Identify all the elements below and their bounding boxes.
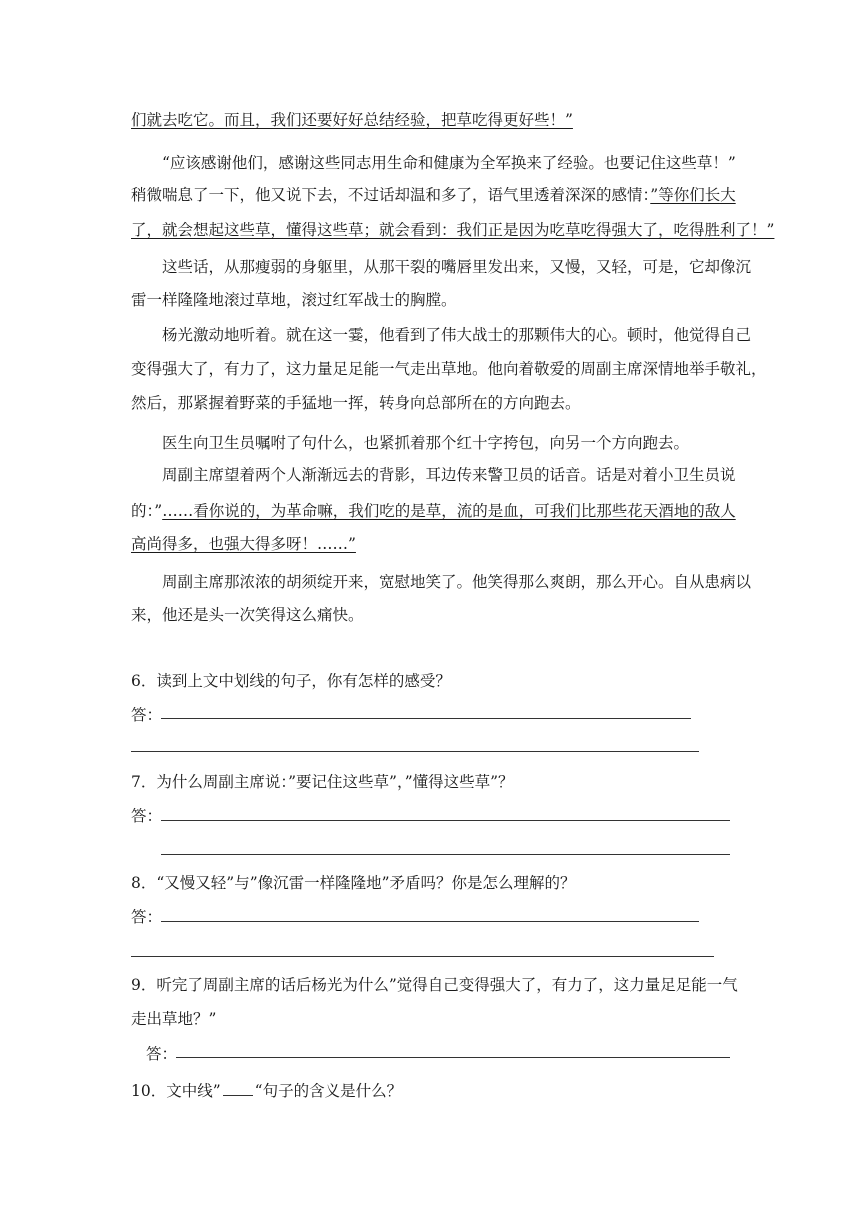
passage-line: 雷一样隆隆地滚过草地，滚过红军战士的胸膛。 (131, 291, 457, 309)
blank-line (223, 1081, 253, 1096)
answer-label: 答： (146, 1045, 178, 1063)
answer-line[interactable] (131, 751, 699, 752)
passage-line: 来，他还是头一次笑得这么痛快。 (131, 606, 364, 624)
passage-text: 的：” (131, 502, 163, 520)
answer-label: 答： (131, 706, 163, 724)
answer-label: 答： (131, 908, 163, 926)
answer-line[interactable] (176, 1057, 730, 1058)
underlined-text: 高尚得多，也强大得多呀！……” (131, 535, 356, 553)
question-7: 7．为什么周副主席说：”要记住这些草”，”懂得这些草”？ (131, 773, 514, 791)
underlined-text: ”等你们长大 (650, 186, 736, 204)
answer-line[interactable] (161, 921, 699, 922)
question-9-continued: 走出草地？” (131, 1010, 217, 1028)
passage-line: 周副主席那浓浓的胡须绽开来，宽慰地笑了。他笑得那么爽朗，那么开心。自从患病以 (162, 573, 752, 591)
underlined-text: 了，就会想起这些草，懂得这些草；就会看到：我们正是因为吃草吃得强大了，吃得胜利了！” (131, 221, 775, 239)
passage-line: “应该感谢他们，感谢这些同志用生命和健康为全军换来了经验。也要记住这些草！” (162, 154, 736, 172)
passage-line: 周副主席望着两个人渐渐远去的背影，耳边传来警卫员的话音。话是对着小卫生员说 (162, 466, 736, 484)
passage-line: 们就去吃它。而且，我们还要好好总结经验，把草吃得更好些！” (131, 111, 573, 129)
passage-text: 稍微喘息了一下，他又说下去，不过话却温和多了，语气里透着深深的感情： (131, 186, 651, 204)
question-text: 10．文中线” (131, 1082, 221, 1100)
question-10 (131, 1080, 402, 1102)
question-6: 6．读到上文中划线的句子，你有怎样的感受？ (131, 672, 451, 690)
answer-line[interactable] (161, 854, 730, 855)
passage-line: 然后，那紧握着野菜的手猛地一挥，转身向总部所在的方向跑去。 (131, 394, 581, 412)
question-text: “句子的含义是什么？ (254, 1082, 403, 1100)
passage-line: 这些话，从那瘦弱的身躯里，从那干裂的嘴唇里发出来，又慢，又轻，可是，它却像沉 (162, 258, 752, 276)
answer-line[interactable] (161, 718, 691, 719)
passage-line: 医生向卫生员嘱咐了句什么，也紧抓着那个红十字挎包，向另一个方向跑去。 (162, 434, 690, 452)
underlined-text: ……看你说的，为革命嘛，我们吃的是草，流的是血，可我们比那些花天酒地的敌人 (162, 502, 736, 520)
question-8: 8．“又慢又轻”与”像沉雷一样隆隆地”矛盾吗？你是怎么理解的？ (131, 874, 576, 892)
question-9: 9．听完了周副主席的话后杨光为什么”觉得自己变得强大了，有力了，这力量足足能一气 (131, 976, 738, 994)
answer-line[interactable] (131, 956, 714, 957)
answer-line[interactable] (161, 820, 730, 821)
passage-line (131, 500, 736, 522)
passage-line (131, 184, 736, 206)
answer-label: 答： (131, 807, 163, 825)
passage-line: 变得强大了，有力了，这力量足足能一气走出草地。他向着敬爱的周副主席深情地举手敬礼， (131, 360, 767, 378)
passage-line: 杨光激动地听着。就在这一霎，他看到了伟大战士的那颗伟大的心。顿时，他觉得自己 (162, 326, 752, 344)
